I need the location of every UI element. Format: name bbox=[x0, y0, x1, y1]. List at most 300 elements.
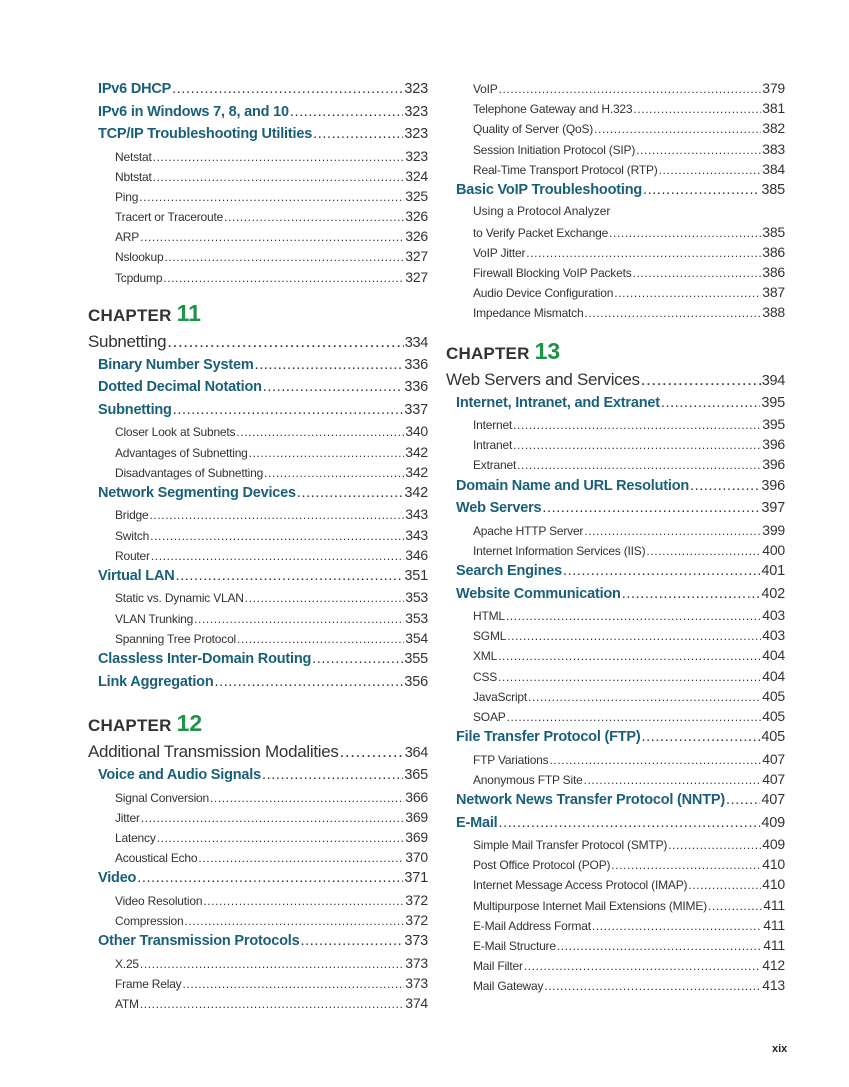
toc-section-chapter12 bbox=[88, 739, 428, 1013]
toc-section-chapter12-tail bbox=[446, 78, 785, 323]
dot-leader bbox=[137, 867, 403, 890]
entry-title: Switch bbox=[115, 528, 150, 543]
entry-page-number: 405 bbox=[762, 687, 785, 704]
entry-title: VoIP bbox=[473, 82, 498, 96]
entry-title: X.25 bbox=[115, 956, 139, 971]
entry-page-number: 354 bbox=[405, 629, 428, 646]
dot-leader bbox=[513, 435, 761, 454]
dot-leader bbox=[507, 626, 761, 645]
toc-entry[interactable] bbox=[446, 540, 785, 560]
dot-leader bbox=[176, 565, 404, 588]
dot-leader bbox=[312, 648, 403, 671]
toc-entry[interactable] bbox=[88, 146, 428, 166]
entry-page-number: 326 bbox=[405, 228, 428, 245]
toc-entry[interactable] bbox=[446, 666, 785, 686]
toc-entry[interactable] bbox=[446, 605, 785, 625]
entry-title: Quality of Server (QoS) bbox=[473, 122, 594, 137]
toc-entry[interactable] bbox=[446, 789, 785, 812]
toc-entry[interactable] bbox=[88, 648, 428, 671]
toc-entry[interactable] bbox=[446, 367, 785, 392]
toc-entry[interactable] bbox=[446, 625, 785, 645]
entry-page-number: 374 bbox=[405, 995, 428, 1011]
dot-leader bbox=[141, 808, 404, 827]
toc-entry[interactable] bbox=[446, 159, 785, 179]
toc-entry[interactable] bbox=[88, 482, 428, 505]
dot-leader bbox=[594, 119, 761, 138]
toc-entry[interactable] bbox=[446, 78, 785, 98]
toc-entry[interactable] bbox=[88, 671, 428, 694]
entry-page-number: 379 bbox=[762, 80, 785, 96]
entry-page-number: 404 bbox=[762, 647, 785, 664]
toc-entry[interactable] bbox=[88, 587, 428, 607]
entry-title: Video Resolution bbox=[115, 893, 203, 908]
entry-page-number: 382 bbox=[762, 120, 785, 137]
entry-page-number: 351 bbox=[404, 567, 428, 584]
entry-page-number: 353 bbox=[405, 589, 428, 606]
toc-entry[interactable] bbox=[446, 686, 785, 706]
entry-page-number: 405 bbox=[761, 729, 785, 746]
dot-leader bbox=[563, 560, 760, 583]
toc-entry[interactable] bbox=[446, 915, 785, 935]
dot-leader bbox=[236, 422, 404, 441]
entry-page-number: 410 bbox=[762, 856, 785, 873]
entry-title: ARP bbox=[115, 230, 140, 245]
toc-entry[interactable] bbox=[88, 462, 428, 482]
entry-page-number: 385 bbox=[761, 181, 785, 198]
entry-title: Tcpdump bbox=[115, 270, 163, 285]
toc-entry[interactable] bbox=[446, 769, 785, 789]
toc-section-chapter11 bbox=[88, 329, 428, 693]
entry-title: SGML bbox=[473, 629, 507, 644]
entry-page-number: 323 bbox=[404, 126, 428, 142]
dot-leader bbox=[526, 243, 761, 262]
entry-page-number: 386 bbox=[762, 243, 785, 260]
dot-leader bbox=[172, 78, 403, 101]
toc-entry[interactable] bbox=[446, 414, 785, 434]
entry-title: Intranet bbox=[473, 438, 513, 453]
toc-entry[interactable] bbox=[88, 973, 428, 993]
dot-leader bbox=[182, 974, 404, 993]
dot-leader bbox=[185, 911, 405, 930]
entry-page-number: 399 bbox=[762, 521, 785, 538]
entry-title: Subnetting bbox=[98, 401, 172, 418]
entry-page-number: 400 bbox=[762, 541, 785, 558]
toc-entry[interactable] bbox=[88, 399, 428, 422]
entry-page-number: 369 bbox=[405, 808, 428, 825]
toc-entry[interactable] bbox=[88, 186, 428, 206]
entry-title: VLAN Trunking bbox=[115, 611, 194, 626]
entry-title: Search Engines bbox=[456, 563, 562, 579]
toc-entry[interactable] bbox=[88, 78, 428, 101]
toc-entry[interactable] bbox=[446, 454, 785, 474]
dot-leader bbox=[549, 750, 761, 769]
toc-entry[interactable] bbox=[446, 854, 785, 874]
toc-entry[interactable] bbox=[88, 608, 428, 628]
entry-page-number: 334 bbox=[404, 334, 428, 351]
entry-title: E-Mail Structure bbox=[473, 938, 556, 953]
entry-page-number: 353 bbox=[405, 609, 428, 626]
entry-page-number: 356 bbox=[404, 673, 428, 690]
entry-title: Website Communication bbox=[456, 585, 621, 602]
toc-entry[interactable] bbox=[446, 434, 785, 454]
toc-entry[interactable] bbox=[446, 118, 785, 138]
entry-title: Video bbox=[98, 870, 137, 887]
toc-entry[interactable] bbox=[446, 497, 785, 520]
chapter-number: 12 bbox=[176, 710, 203, 736]
entry-title: Spanning Tree Protocol bbox=[115, 631, 237, 646]
dot-leader bbox=[584, 770, 762, 789]
toc-entry[interactable] bbox=[88, 807, 428, 827]
toc-entry[interactable] bbox=[88, 376, 428, 399]
dot-leader bbox=[194, 609, 404, 628]
dot-leader bbox=[290, 101, 404, 124]
dot-leader bbox=[167, 329, 403, 354]
toc-entry[interactable] bbox=[446, 302, 785, 322]
entry-page-number: 395 bbox=[762, 416, 785, 433]
entry-title: Advantages of Subnetting bbox=[115, 445, 248, 460]
entry-page-number: 383 bbox=[762, 140, 785, 157]
entry-title: Static vs. Dynamic VLAN bbox=[115, 591, 244, 606]
entry-page-number: 410 bbox=[762, 876, 785, 893]
chapter-label: CHAPTER bbox=[88, 305, 172, 325]
toc-entry[interactable] bbox=[88, 267, 428, 287]
dot-leader bbox=[642, 726, 761, 749]
dot-leader bbox=[506, 606, 761, 625]
dot-leader bbox=[499, 812, 761, 835]
entry-title: JavaScript bbox=[473, 689, 528, 704]
dot-leader bbox=[150, 505, 405, 524]
dot-leader bbox=[708, 896, 762, 915]
dot-leader bbox=[609, 223, 761, 242]
dot-leader bbox=[661, 392, 761, 415]
dot-leader bbox=[214, 671, 403, 694]
entry-title: Apache HTTP Server bbox=[473, 523, 584, 538]
toc-entry[interactable] bbox=[446, 583, 785, 606]
dot-leader bbox=[262, 764, 403, 787]
entry-title: Basic VoIP Troubleshooting bbox=[456, 181, 643, 198]
entry-title: Jitter bbox=[115, 810, 140, 825]
entry-title: Firewall Blocking VoIP Packets bbox=[473, 266, 632, 280]
entry-page-number: 386 bbox=[762, 264, 785, 280]
entry-title: SOAP bbox=[473, 709, 506, 724]
toc-entry[interactable] bbox=[446, 139, 785, 159]
toc-entry[interactable] bbox=[88, 890, 428, 910]
toc-entry[interactable] bbox=[88, 910, 428, 930]
dot-leader bbox=[140, 954, 404, 973]
toc-entry[interactable] bbox=[446, 560, 785, 583]
entry-page-number: 404 bbox=[762, 667, 785, 684]
entry-page-number: 365 bbox=[404, 767, 428, 783]
toc-entry[interactable] bbox=[88, 628, 428, 648]
dot-leader bbox=[224, 207, 404, 226]
toc-entry[interactable] bbox=[446, 392, 785, 415]
entry-title: Binary Number System bbox=[98, 356, 254, 373]
entry-title: Multipurpose Internet Mail Extensions (MIME) bbox=[473, 898, 707, 913]
dot-leader bbox=[528, 687, 761, 706]
dot-leader bbox=[264, 463, 404, 482]
entry-page-number: 343 bbox=[405, 506, 428, 523]
toc-entry[interactable] bbox=[88, 787, 428, 807]
entry-page-number: 324 bbox=[405, 167, 428, 184]
entry-title: Subnetting bbox=[88, 331, 167, 351]
toc-entry[interactable] bbox=[88, 421, 428, 441]
entry-title: Telephone Gateway and H.323 bbox=[473, 102, 633, 117]
entry-page-number: 323 bbox=[405, 147, 428, 164]
toc-entry[interactable] bbox=[446, 645, 785, 665]
dot-leader bbox=[614, 283, 761, 302]
entry-title: IPv6 DHCP bbox=[98, 81, 172, 97]
toc-section-chapter13 bbox=[446, 367, 785, 996]
entry-page-number: 385 bbox=[762, 223, 785, 240]
toc-entry[interactable] bbox=[88, 504, 428, 524]
entry-page-number: 413 bbox=[762, 977, 785, 994]
entry-title: Compression bbox=[115, 913, 184, 928]
chapter-label: CHAPTER bbox=[88, 716, 172, 735]
dot-leader bbox=[164, 247, 404, 266]
entry-page-number: 342 bbox=[405, 443, 428, 460]
entry-page-number: 323 bbox=[404, 103, 428, 120]
chapter-heading-13 bbox=[446, 333, 785, 367]
entry-page-number: 342 bbox=[404, 484, 428, 501]
dot-leader bbox=[313, 123, 403, 146]
entry-title: Mail Filter bbox=[473, 959, 523, 974]
entry-title: Domain Name and URL Resolution bbox=[456, 477, 690, 494]
toc-entry[interactable] bbox=[446, 895, 785, 915]
dot-leader bbox=[151, 546, 404, 565]
entry-title: Internet, Intranet, and Extranet bbox=[456, 394, 660, 411]
entry-title: Nbtstat bbox=[115, 169, 152, 184]
dot-leader bbox=[163, 268, 404, 287]
page-number: xix bbox=[772, 1043, 788, 1055]
entry-page-number: 409 bbox=[762, 836, 785, 852]
dot-leader bbox=[641, 367, 761, 392]
dot-leader bbox=[726, 789, 760, 812]
dot-leader bbox=[659, 160, 762, 179]
dot-leader bbox=[139, 187, 404, 206]
toc-entry[interactable] bbox=[88, 847, 428, 867]
entry-title: Link Aggregation bbox=[98, 673, 214, 690]
toc-entry[interactable] bbox=[446, 475, 785, 498]
entry-page-number: 343 bbox=[405, 526, 428, 543]
chapter-heading-12 bbox=[88, 705, 428, 739]
entry-title: Virtual LAN bbox=[98, 567, 175, 584]
entry-page-number: 342 bbox=[405, 463, 428, 480]
entry-page-number: 395 bbox=[761, 394, 785, 411]
entry-title: Extranet bbox=[473, 458, 517, 473]
entry-title: Voice and Audio Signals bbox=[98, 767, 261, 783]
toc-entry[interactable] bbox=[88, 166, 428, 186]
entry-title: Internet Information Services (IIS) bbox=[473, 543, 646, 558]
dot-leader bbox=[544, 976, 761, 995]
dot-leader bbox=[150, 526, 404, 545]
dot-leader bbox=[157, 828, 405, 847]
entry-title: HTML bbox=[473, 609, 505, 623]
entry-page-number: 364 bbox=[404, 745, 428, 761]
toc-entry[interactable] bbox=[446, 812, 785, 835]
entry-title: to Verify Packet Exchange bbox=[473, 225, 609, 240]
toc-entry[interactable] bbox=[446, 726, 785, 749]
entry-title: Signal Conversion bbox=[115, 790, 209, 805]
toc-entry[interactable] bbox=[88, 953, 428, 973]
toc-entry[interactable] bbox=[88, 565, 428, 588]
entry-title: Acoustical Echo bbox=[115, 851, 198, 866]
entry-page-number: 323 bbox=[404, 81, 428, 97]
entry-title: E-Mail Address Format bbox=[473, 918, 591, 933]
toc-entry[interactable] bbox=[446, 179, 785, 202]
dot-leader bbox=[173, 399, 404, 422]
dot-leader bbox=[198, 848, 404, 867]
dot-leader bbox=[584, 303, 761, 322]
dot-leader bbox=[498, 646, 761, 665]
entry-page-number: 397 bbox=[761, 500, 785, 517]
toc-entry[interactable] bbox=[88, 545, 428, 565]
toc-entry[interactable] bbox=[446, 955, 785, 975]
dot-leader bbox=[513, 415, 761, 434]
toc-entry[interactable] bbox=[88, 930, 428, 953]
entry-title: ATM bbox=[115, 997, 139, 1011]
entry-title: FTP Variations bbox=[473, 752, 549, 767]
dot-leader bbox=[542, 497, 760, 520]
toc-entry[interactable] bbox=[446, 282, 785, 302]
toc-entry[interactable] bbox=[446, 975, 785, 995]
toc-entry[interactable] bbox=[88, 442, 428, 462]
entry-title: Nslookup bbox=[115, 250, 164, 265]
entry-title: Web Servers bbox=[456, 500, 542, 517]
entry-page-number: 394 bbox=[761, 372, 785, 389]
entry-page-number: 396 bbox=[762, 436, 785, 453]
entry-title: File Transfer Protocol (FTP) bbox=[456, 729, 641, 746]
entry-page-number: 327 bbox=[405, 268, 428, 285]
toc-entry[interactable] bbox=[88, 226, 428, 246]
toc-entry[interactable] bbox=[88, 246, 428, 266]
chapter-number: 13 bbox=[534, 337, 561, 364]
entry-title: Dotted Decimal Notation bbox=[98, 379, 262, 396]
entry-title: Simple Mail Transfer Protocol (SMTP) bbox=[473, 838, 668, 852]
dot-leader bbox=[517, 455, 761, 474]
dot-leader bbox=[203, 891, 404, 910]
entry-title: Internet Message Access Protocol (IMAP) bbox=[473, 878, 688, 893]
dot-leader bbox=[646, 541, 761, 560]
toc-entry[interactable] bbox=[88, 764, 428, 787]
chapter-heading-11 bbox=[88, 295, 428, 329]
entry-page-number: 411 bbox=[763, 916, 785, 933]
toc-entry[interactable] bbox=[88, 354, 428, 377]
entry-page-number: 396 bbox=[762, 456, 785, 473]
dot-leader bbox=[140, 227, 404, 246]
entry-page-number: 409 bbox=[761, 814, 785, 831]
dot-leader bbox=[153, 147, 405, 166]
toc-entry[interactable] bbox=[446, 242, 785, 262]
toc-entry[interactable] bbox=[446, 834, 785, 854]
dot-leader bbox=[633, 99, 761, 118]
toc-entry[interactable] bbox=[446, 749, 785, 769]
entry-page-number: 401 bbox=[761, 563, 785, 579]
entry-title: Closer Look at Subnets bbox=[115, 425, 236, 440]
toc-entry[interactable] bbox=[88, 993, 428, 1013]
entry-title: VoIP Jitter bbox=[473, 245, 526, 260]
entry-page-number: 412 bbox=[762, 957, 785, 974]
entry-title: Tracert or Traceroute bbox=[115, 210, 224, 225]
entry-title: Disadvantages of Subnetting bbox=[115, 465, 264, 480]
entry-title: Network Segmenting Devices bbox=[98, 484, 296, 501]
toc-entry[interactable] bbox=[88, 827, 428, 847]
dot-leader bbox=[633, 263, 762, 282]
entry-page-number: 336 bbox=[404, 379, 428, 396]
dot-leader bbox=[507, 707, 762, 726]
dot-leader bbox=[245, 588, 404, 607]
dot-leader bbox=[210, 788, 404, 807]
entry-title: CSS bbox=[473, 669, 498, 684]
dot-leader bbox=[688, 875, 761, 894]
entry-title: TCP/IP Troubleshooting Utilities bbox=[98, 126, 313, 142]
dot-leader bbox=[668, 835, 761, 854]
dot-leader bbox=[140, 994, 404, 1013]
toc-entry[interactable] bbox=[88, 525, 428, 545]
entry-title: Real-Time Transport Protocol (RTP) bbox=[473, 162, 658, 177]
entry-title: Bridge bbox=[115, 508, 149, 523]
dot-leader bbox=[636, 140, 761, 159]
dot-leader bbox=[584, 521, 761, 540]
toc-entry[interactable] bbox=[446, 874, 785, 894]
entry-page-number: 370 bbox=[405, 849, 428, 866]
dot-leader bbox=[643, 179, 760, 202]
dot-leader bbox=[153, 167, 405, 186]
dot-leader bbox=[498, 667, 761, 686]
entry-page-number: 373 bbox=[405, 954, 428, 971]
toc-entry[interactable] bbox=[88, 867, 428, 890]
toc-entry[interactable] bbox=[446, 520, 785, 540]
entry-title: Web Servers and Services bbox=[446, 369, 640, 389]
entry-page-number: 381 bbox=[762, 100, 785, 117]
entry-page-number: 340 bbox=[405, 423, 428, 440]
entry-title: E-Mail bbox=[456, 814, 498, 831]
toc-entry[interactable] bbox=[88, 329, 428, 354]
entry-title: Session Initiation Protocol (SIP) bbox=[473, 142, 636, 157]
toc-entry[interactable] bbox=[446, 935, 785, 955]
toc-right-column bbox=[446, 78, 785, 996]
entry-page-number: 407 bbox=[762, 770, 785, 787]
toc-entry[interactable] bbox=[88, 123, 428, 146]
entry-title: Internet bbox=[473, 418, 513, 433]
entry-title: Anonymous FTP Site bbox=[473, 772, 583, 787]
entry-page-number: 388 bbox=[762, 304, 785, 321]
entry-page-number: 373 bbox=[404, 933, 428, 950]
toc-left-column bbox=[88, 78, 428, 1013]
dot-leader bbox=[255, 354, 404, 377]
entry-title: IPv6 in Windows 7, 8, and 10 bbox=[98, 103, 289, 120]
toc-entry[interactable] bbox=[88, 101, 428, 124]
entry-page-number: 369 bbox=[405, 828, 428, 845]
entry-title: Other Transmission Protocols bbox=[98, 933, 300, 950]
toc-entry[interactable] bbox=[446, 98, 785, 118]
toc-entry[interactable] bbox=[88, 206, 428, 226]
dot-leader bbox=[524, 956, 761, 975]
entry-title: Audio Device Configuration bbox=[473, 286, 614, 301]
toc-entry[interactable] bbox=[446, 262, 785, 282]
entry-page-number: 327 bbox=[405, 248, 428, 265]
toc-entry[interactable] bbox=[88, 739, 428, 764]
entry-title: XML bbox=[473, 649, 498, 664]
entry-page-number: 403 bbox=[762, 607, 785, 623]
toc-entry[interactable] bbox=[446, 222, 785, 242]
toc-entry-line[interactable]: Using a Protocol Analyzer bbox=[473, 204, 611, 219]
entry-title: Impedance Mismatch bbox=[473, 306, 584, 321]
toc-entry[interactable] bbox=[446, 706, 785, 726]
entry-title: Router bbox=[115, 548, 150, 563]
entry-page-number: 371 bbox=[404, 870, 428, 887]
dot-leader bbox=[300, 930, 403, 953]
entry-page-number: 373 bbox=[405, 974, 428, 991]
